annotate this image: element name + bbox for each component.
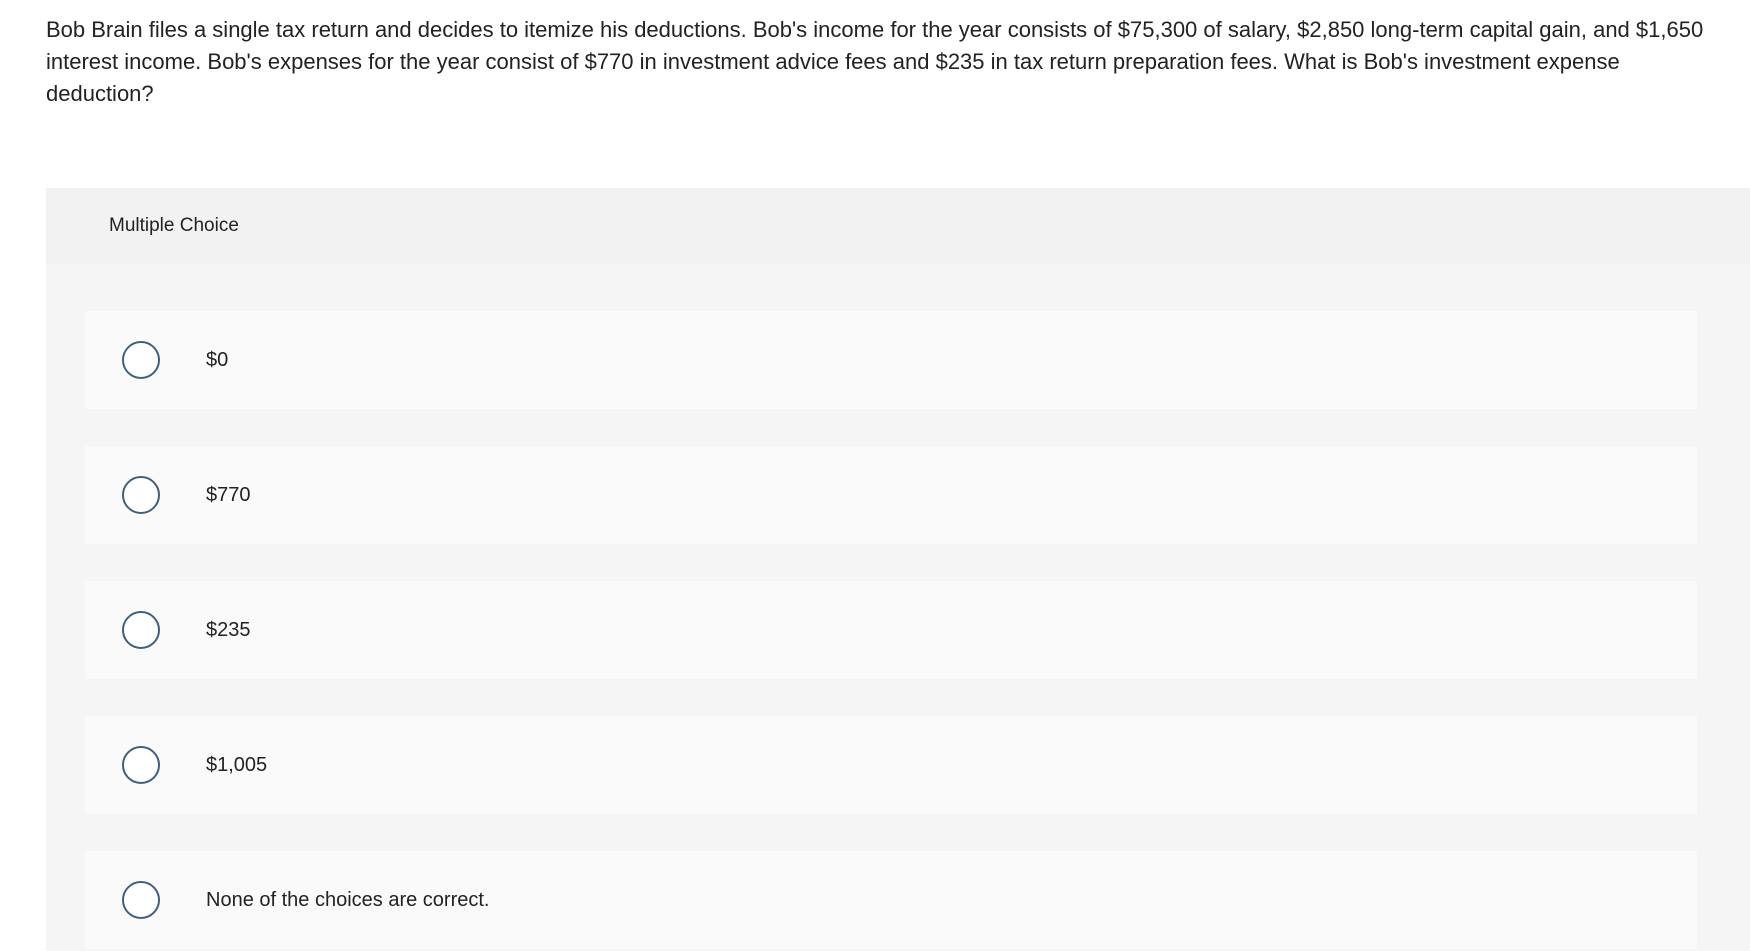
multiple-choice-panel: [46, 188, 1750, 951]
choice-label: $235: [206, 618, 251, 641]
radio-button[interactable]: [122, 476, 160, 514]
choices-list: [46, 264, 1750, 951]
choice-label: $770: [206, 483, 251, 506]
radio-button[interactable]: [122, 746, 160, 784]
choice-label: $0: [206, 348, 229, 371]
choice-label: $1,005: [206, 753, 268, 776]
multiple-choice-header: Multiple Choice: [46, 188, 1750, 264]
choice-option-4[interactable]: [85, 716, 1697, 814]
radio-button[interactable]: [122, 881, 160, 919]
choice-option-3[interactable]: [85, 581, 1697, 679]
radio-button[interactable]: [122, 611, 160, 649]
choice-option-1[interactable]: [85, 311, 1697, 409]
choice-option-2[interactable]: [85, 446, 1697, 544]
choice-option-5[interactable]: [85, 851, 1697, 949]
question-text: Bob Brain files a single tax return and decides to itemize his deductions. Bob's income for the year consists of $75,300 of salary, $2,850 long-term capital gain, and $1,650 interest income. Bob's expenses for the year consist of $770 in investment advice fees and $235 in tax return preparation fees. What is Bob's investment expense deduction?: [46, 17, 1704, 106]
radio-button[interactable]: [122, 341, 160, 379]
choice-label: None of the choices are correct.: [206, 888, 490, 911]
